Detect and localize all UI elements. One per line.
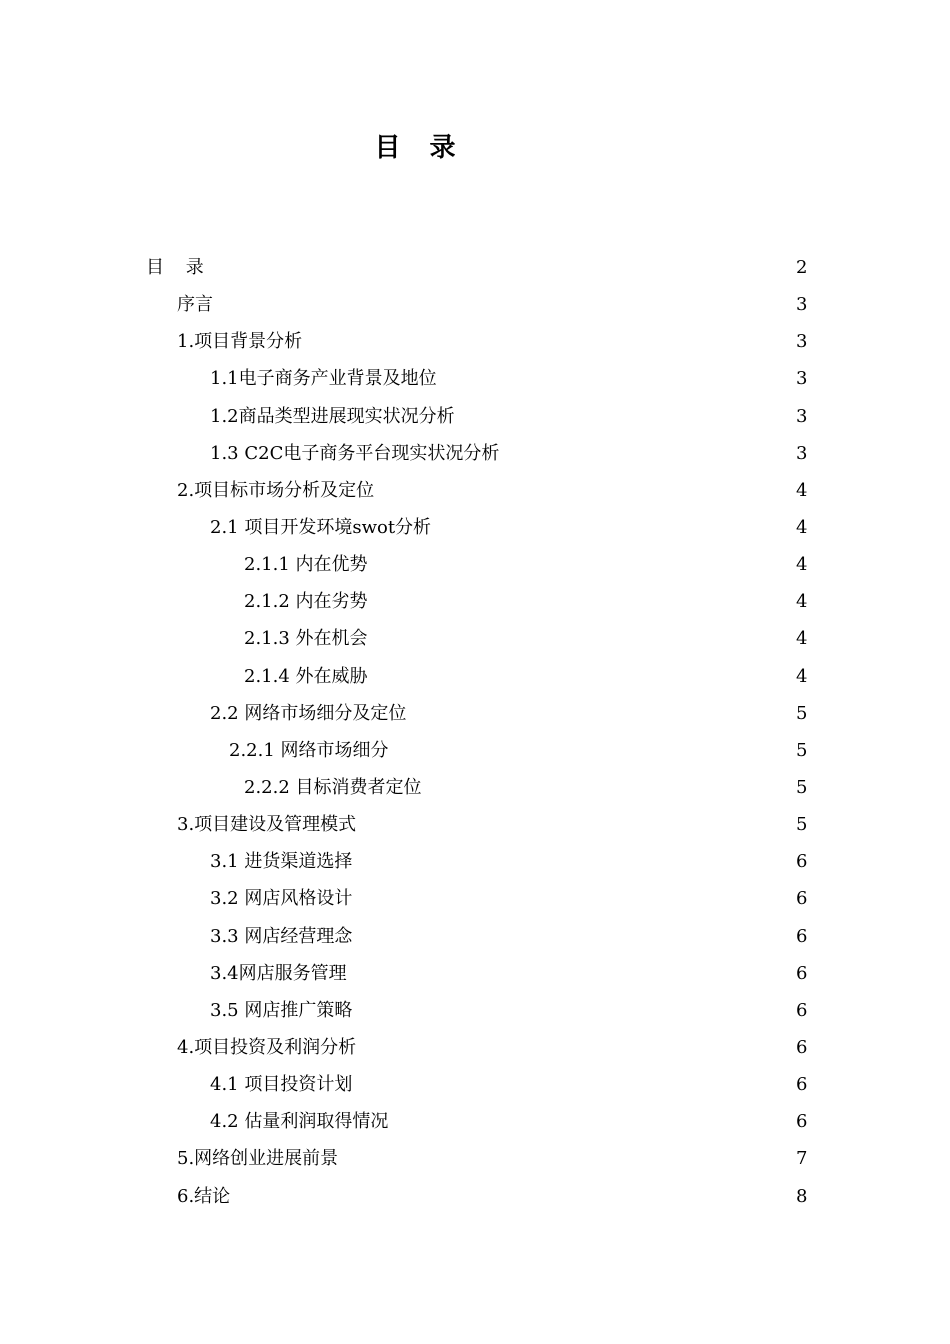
toc-entry[interactable] [0, 1066, 950, 1103]
toc-entry-page-number: 3 [796, 368, 808, 390]
toc-entry[interactable] [0, 360, 950, 397]
toc-entry-label[interactable]: 3.3 网店经营理念 [210, 925, 353, 947]
toc-entry-page-number: 3 [796, 405, 808, 427]
toc-entry[interactable] [0, 509, 950, 546]
toc-entry[interactable] [0, 286, 950, 323]
toc-entry-page-number: 6 [796, 999, 808, 1021]
toc-entry[interactable] [0, 1178, 950, 1215]
toc-entry-label[interactable]: 4.项目投资及利润分析 [177, 1036, 357, 1058]
toc-entry[interactable] [0, 843, 950, 880]
toc-entry[interactable] [0, 880, 950, 917]
toc-entry[interactable] [0, 769, 950, 806]
toc-entry-page-number: 4 [796, 554, 808, 576]
toc-entry-page-number: 5 [796, 776, 808, 798]
toc-entry-label[interactable]: 1.2商品类型进展现实状况分析 [210, 405, 455, 427]
toc-entry[interactable] [0, 1140, 950, 1177]
toc-entry-page-number: 4 [796, 591, 808, 613]
toc-entry[interactable] [0, 583, 950, 620]
toc-entry-label[interactable]: 1.1电子商务产业背景及地位 [210, 368, 437, 390]
toc-entry-page-number: 4 [796, 665, 808, 687]
toc-entry-label[interactable]: 4.2 估量利润取得情况 [210, 1111, 389, 1133]
page-title: 目 录 [374, 133, 466, 163]
toc-entry-page-number: 5 [796, 702, 808, 724]
toc-entry-page-number: 6 [796, 962, 808, 984]
toc-entry-label[interactable]: 6.结论 [177, 1185, 231, 1207]
table-of-contents [0, 249, 950, 1215]
toc-entry-page-number: 5 [796, 739, 808, 761]
toc-entry-page-number: 2 [796, 257, 808, 278]
toc-entry[interactable] [0, 323, 950, 360]
toc-entry[interactable] [0, 955, 950, 992]
toc-entry-label[interactable]: 2.2 网络市场细分及定位 [210, 702, 407, 724]
toc-entry-label[interactable]: 5.网络创业进展前景 [177, 1148, 339, 1170]
toc-entry-page-number: 3 [796, 331, 808, 353]
toc-entry-page-number: 6 [796, 888, 808, 910]
toc-entry-page-number: 6 [796, 1111, 808, 1133]
toc-entry[interactable] [0, 398, 950, 435]
toc-entry-label[interactable]: 3.5 网店推广策略 [210, 999, 353, 1021]
toc-entry-page-number: 6 [796, 851, 808, 873]
toc-entry-label[interactable]: 目 录 [146, 257, 212, 278]
toc-entry-label[interactable]: 1.项目背景分析 [177, 331, 303, 353]
toc-entry-page-number: 5 [796, 814, 808, 836]
toc-entry-page-number: 6 [796, 1036, 808, 1058]
toc-entry-label[interactable]: 2.项目标市场分析及定位 [177, 479, 375, 501]
toc-entry-page-number: 8 [796, 1185, 808, 1207]
toc-entry-label[interactable]: 2.1.1 内在优势 [244, 554, 368, 576]
toc-entry-label[interactable]: 2.1 项目开发环境swot分析 [210, 516, 432, 538]
toc-entry-page-number: 7 [796, 1148, 808, 1170]
toc-entry[interactable] [0, 918, 950, 955]
toc-entry-label[interactable]: 序言 [177, 294, 213, 316]
toc-entry[interactable] [0, 658, 950, 695]
toc-entry[interactable] [0, 1103, 950, 1140]
toc-entry[interactable] [0, 806, 950, 843]
toc-entry-page-number: 3 [796, 442, 808, 464]
toc-entry[interactable] [0, 249, 950, 286]
toc-entry-page-number: 6 [796, 925, 808, 947]
toc-entry[interactable] [0, 1029, 950, 1066]
toc-entry-page-number: 4 [796, 516, 808, 538]
toc-entry[interactable] [0, 620, 950, 657]
toc-entry-page-number: 4 [796, 628, 808, 650]
toc-entry[interactable] [0, 472, 950, 509]
toc-entry-label[interactable]: 4.1 项目投资计划 [210, 1074, 353, 1096]
toc-entry-label[interactable]: 1.3 C2C电子商务平台现实状况分析 [210, 442, 500, 464]
toc-entry[interactable] [0, 732, 950, 769]
toc-entry-label[interactable]: 2.1.3 外在机会 [244, 628, 368, 650]
toc-entry-page-number: 6 [796, 1074, 808, 1096]
toc-entry-label[interactable]: 3.4网店服务管理 [210, 962, 347, 984]
toc-entry-label[interactable]: 3.项目建设及管理模式 [177, 814, 357, 836]
toc-entry-label[interactable]: 2.2.1 网络市场细分 [229, 739, 389, 761]
toc-entry-page-number: 4 [796, 479, 808, 501]
toc-entry-label[interactable]: 2.2.2 目标消费者定位 [244, 776, 422, 798]
toc-entry[interactable] [0, 992, 950, 1029]
toc-entry-label[interactable]: 3.2 网店风格设计 [210, 888, 353, 910]
toc-entry-label[interactable]: 2.1.4 外在威胁 [244, 665, 368, 687]
toc-entry-page-number: 3 [796, 294, 808, 316]
toc-entry-label[interactable]: 3.1 进货渠道选择 [210, 851, 353, 873]
toc-entry[interactable] [0, 435, 950, 472]
toc-entry[interactable] [0, 695, 950, 732]
toc-entry[interactable] [0, 546, 950, 583]
toc-entry-label[interactable]: 2.1.2 内在劣势 [244, 591, 368, 613]
